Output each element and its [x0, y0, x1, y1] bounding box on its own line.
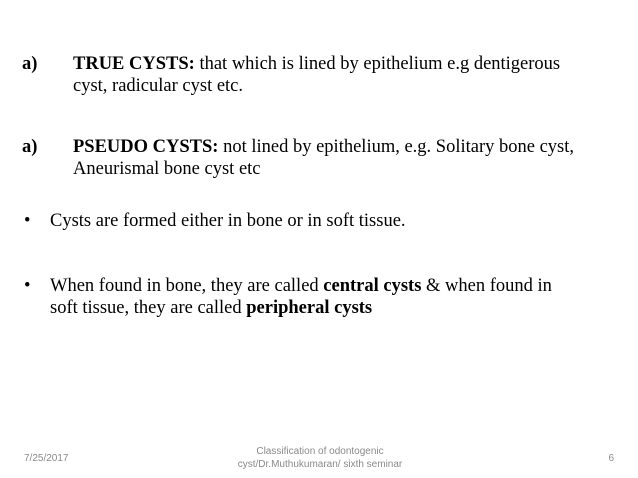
term-peripheral-cysts: peripheral cysts [246, 298, 373, 318]
footer-title [200, 445, 440, 471]
item-marker: a) [22, 54, 38, 74]
term-pseudo-cysts: PSEUDO CYSTS: [73, 137, 219, 157]
definition-line1: not lined by epithelium, e.g. Solitary bone cyst, [218, 137, 575, 157]
page-number: 6 [608, 453, 614, 464]
bullet-text [50, 275, 638, 319]
definition-line1: that which is lined by epithelium e.g dentigerous [194, 54, 561, 74]
item-text [73, 136, 638, 180]
text-segment: & when found in [421, 276, 552, 296]
footer-date: 7/25/2017 [24, 453, 69, 464]
item-line [73, 136, 638, 158]
bullet-icon: • [24, 276, 31, 296]
bullet-text: Cysts are formed either in bone or in soft tissue. [50, 211, 406, 231]
definition-line2: cyst, radicular cyst etc. [73, 76, 244, 96]
footer-title-line1: Classification of odontogenic [256, 446, 384, 457]
term-central-cysts: central cysts [323, 276, 422, 296]
bullet-line2 [50, 297, 638, 319]
footer-title-line2: cyst/Dr.Muthukumaran/ sixth seminar [237, 459, 403, 470]
item-line [73, 53, 638, 75]
item-text [73, 53, 638, 97]
definition-line2: Aneurismal bone cyst etc [73, 159, 261, 179]
bullet-line1 [50, 275, 638, 297]
bullet-icon: • [24, 211, 31, 231]
text-segment: soft tissue, they are called [50, 298, 247, 318]
item-marker: a) [22, 137, 38, 157]
term-true-cysts: TRUE CYSTS: [73, 54, 195, 74]
text-segment: When found in bone, they are called [50, 276, 324, 296]
